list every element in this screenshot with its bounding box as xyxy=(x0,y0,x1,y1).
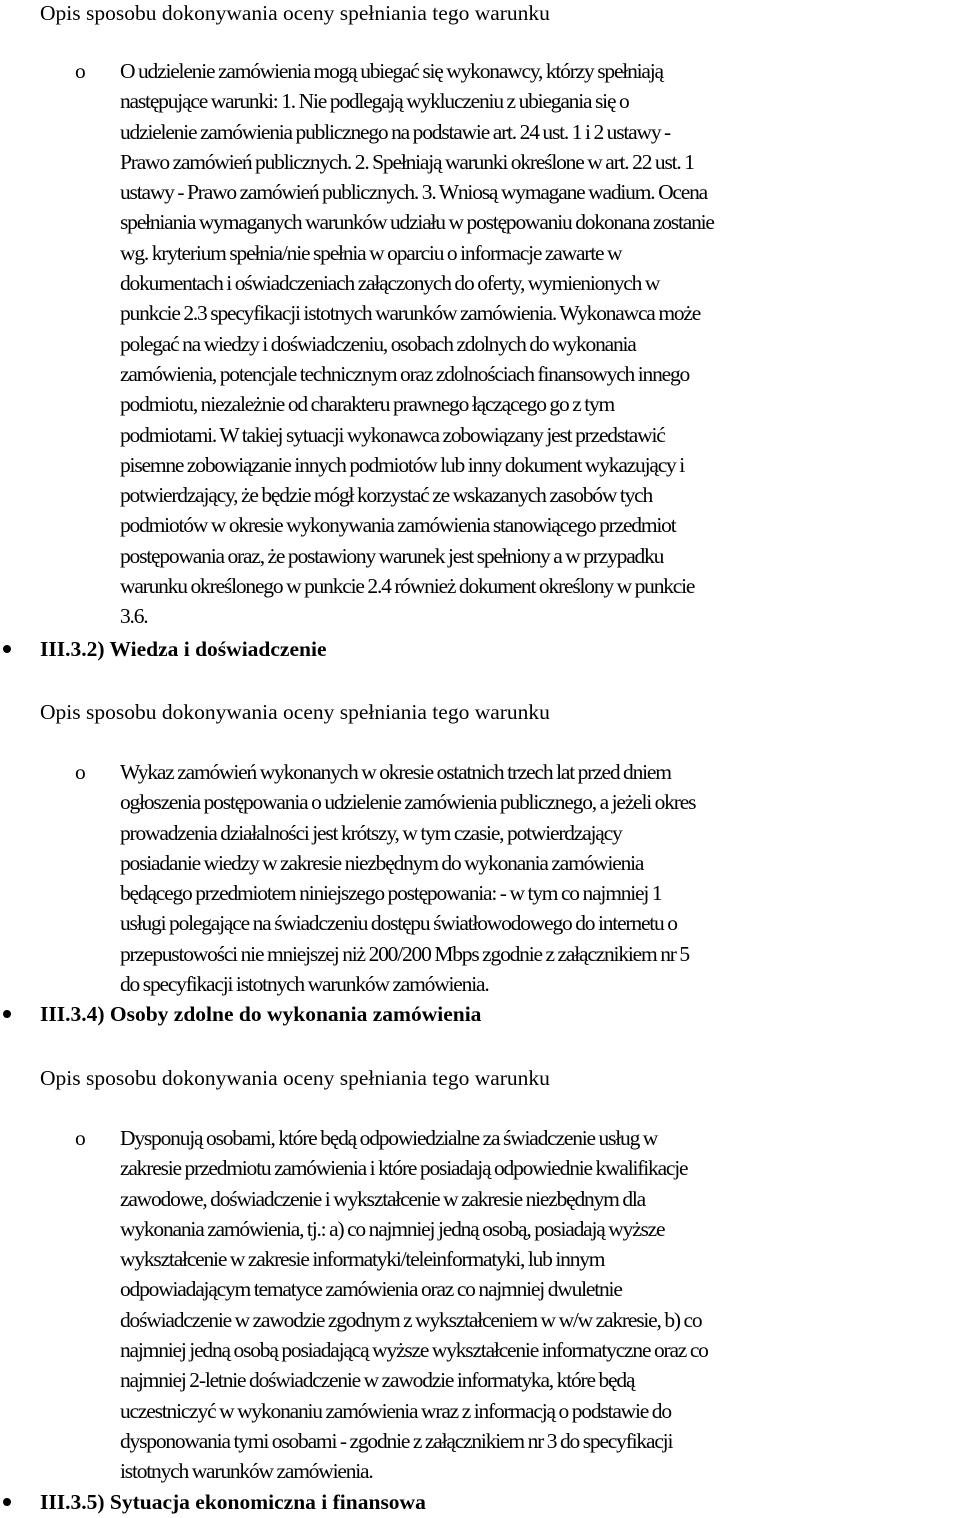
text-line: dokumentach i oświadczeniach załączonych do oferty, wymienionych w xyxy=(120,271,660,296)
text-line: prowadzenia działalności jest krótszy, w tym czasie, potwierdzający xyxy=(120,820,622,845)
text-line: uczestniczyć w wykonaniu zamówienia wraz z informacją o podstawie do xyxy=(120,1398,671,1423)
text-line: podmiotu, niezależnie od charakteru prawnego łączącego go z tym xyxy=(120,392,615,417)
text-line: wg. kryterium spełnia/nie spełnia w oparciu o informacje zawarte w xyxy=(120,240,622,265)
assessment-heading: Opis sposobu dokonywania oceny spełniania tego warunku xyxy=(40,1066,550,1090)
text-line: istotnych warunków zamówienia. xyxy=(120,1459,373,1484)
text-line: Prawo zamówień publicznych. 2. Spełniają warunki określone w art. 22 ust. 1 xyxy=(120,149,694,174)
bullet-disc-icon xyxy=(3,1010,11,1018)
text-line: wykształcenie w zakresie informatyki/teleinformatyki, lub innym xyxy=(120,1247,605,1272)
text-line: najmniej jedną osobą posiadającą wyższe wykształcenie informatyczne oraz co xyxy=(120,1338,708,1363)
section-title: III.3.4) Osoby zdolne do wykonania zamówienia xyxy=(40,1002,482,1026)
text-line: odpowiadającym tematyce zamówienia oraz co najmniej dwuletnie xyxy=(120,1277,622,1302)
text-line: podmiotami. W takiej sytuacji wykonawca zobowiązany jest przedstawić xyxy=(120,422,665,447)
text-line: do specyfikacji istotnych warunków zamówienia. xyxy=(120,972,489,997)
text-line: warunku określonego w punkcie 2.4 również dokument określony w punkcie xyxy=(120,574,695,599)
text-line: ogłoszenia postępowania o udzielenie zamówienia publicznego, a jeżeli okres xyxy=(120,790,696,815)
list-item-text xyxy=(120,56,960,632)
section-heading-row xyxy=(0,1487,960,1517)
list-item-text xyxy=(120,757,960,999)
bullet-disc-icon xyxy=(3,1498,11,1506)
assessment-heading: Opis sposobu dokonywania oceny spełniania tego warunku xyxy=(40,700,550,724)
text-line: będącego przedmiotem niniejszego postępowania: - w tym co najmniej 1 xyxy=(120,881,662,906)
list-item-text xyxy=(120,1123,960,1487)
text-line: następujące warunki: 1. Nie podlegają wykluczeniu z ubiegania się o xyxy=(120,89,629,114)
text-line: wykonania zamówienia, tj.: a) co najmniej jedną osobą, posiadają wyższe xyxy=(120,1216,665,1241)
text-line: usługi polegające na świadczeniu dostępu światłowodowego do internetu o xyxy=(120,911,677,936)
assessment-heading: Opis sposobu dokonywania oceny spełniania tego warunku xyxy=(40,1,550,25)
text-line: przepustowości nie mniejszej niż 200/200 Mbps zgodnie z załącznikiem nr 5 xyxy=(120,941,689,966)
text-line: punkcie 2.3 specyfikacji istotnych warunków zamówienia. Wykonawca może xyxy=(120,301,701,326)
text-line: pisemne zobowiązanie innych podmiotów lub inny dokument wykazujący i xyxy=(120,452,685,477)
section-heading-row xyxy=(0,634,960,664)
text-line: ustawy - Prawo zamówień publicznych. 3. Wniosą wymagane wadium. Ocena xyxy=(120,180,707,205)
text-line: Wykaz zamówień wykonanych w okresie ostatnich trzech lat przed dniem xyxy=(120,760,671,784)
text-line: postępowania oraz, że postawiony warunek jest spełniony a w przypadku xyxy=(120,543,664,568)
bullet-disc-icon xyxy=(3,645,11,653)
text-line: dysponowania tymi osobami - zgodnie z załącznikiem nr 3 do specyfikacji xyxy=(120,1428,673,1453)
text-line: 3.6. xyxy=(120,604,148,629)
text-line: potwierdzający, że będzie mógł korzystać ze wskazanych zasobów tych xyxy=(120,483,653,508)
circle-bullet: o xyxy=(75,1126,86,1150)
text-line: zawodowe, doświadczenie i wykształcenie w zakresie niezbędnym dla xyxy=(120,1186,646,1211)
section-heading-row xyxy=(0,999,960,1029)
text-line: zamówienia, potencjale technicznym oraz zdolnościach finansowych innego xyxy=(120,361,690,386)
circle-bullet: o xyxy=(75,760,86,784)
text-line: zakresie przedmiotu zamówienia i które posiadają odpowiednie kwalifikacje xyxy=(120,1156,688,1181)
section-title: III.3.2) Wiedza i doświadczenie xyxy=(40,637,327,661)
text-line: polegać na wiedzy i doświadczeniu, osobach zdolnych do wykonania xyxy=(120,331,636,356)
text-line: Dysponują osobami, które będą odpowiedzialne za świadczenie usług w xyxy=(120,1126,658,1150)
circle-bullet: o xyxy=(75,59,86,83)
text-line: doświadczenie w zawodzie zgodnym z wykształceniem w w/w zakresie, b) co xyxy=(120,1307,702,1332)
text-line: najmniej 2-letnie doświadczenie w zawodzie informatyka, które będą xyxy=(120,1368,635,1393)
text-line: podmiotów w okresie wykonywania zamówienia stanowiącego przedmiot xyxy=(120,513,676,538)
section-title: III.3.5) Sytuacja ekonomiczna i finansowa xyxy=(40,1490,426,1514)
text-line: spełniania wymaganych warunków udziału w postępowaniu dokonana zostanie xyxy=(120,210,714,235)
text-line: posiadanie wiedzy w zakresie niezbędnym do wykonania zamówienia xyxy=(120,850,644,875)
text-line: O udzielenie zamówienia mogą ubiegać się wykonawcy, którzy spełniają xyxy=(120,59,663,83)
text-line: udzielenie zamówienia publicznego na podstawie art. 24 ust. 1 i 2 ustawy - xyxy=(120,119,671,144)
